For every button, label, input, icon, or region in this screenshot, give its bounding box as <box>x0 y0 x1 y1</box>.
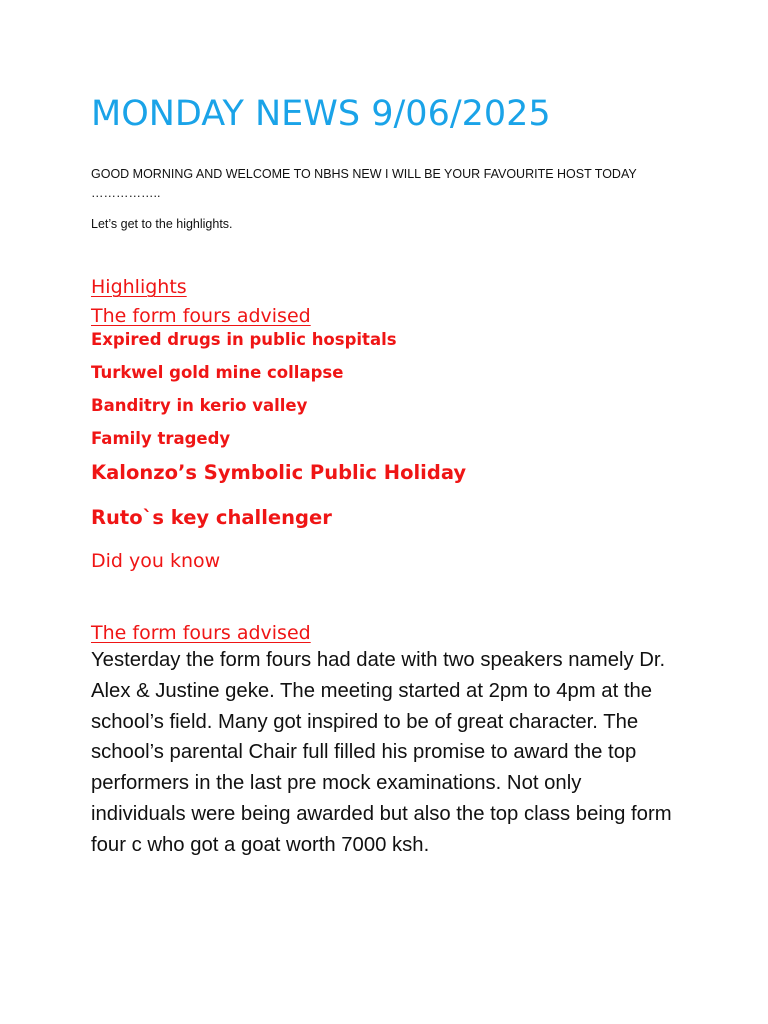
greeting-text: GOOD MORNING AND WELCOME TO NBHS NEW I WILL BE YOUR FAVOURITE HOST TODAY …………….. <box>91 167 637 200</box>
highlight-item-kalonzo: Kalonzo’s Symbolic Public Holiday <box>91 461 467 484</box>
article-body: Yesterday the form fours had date with two speakers namely Dr. Alex & Justine geke. The meeting started at 2pm to 4pm at the school’s field. Many got inspired to be of great character. The school’s parental Chair full filled his promise to award the top performers in the last pre mock examinations. Not only individuals were being awarded but also the top class being form four c who got a goat worth 7000 ksh. <box>91 649 672 856</box>
highlight-item-form-fours: The form fours advised <box>91 305 311 327</box>
highlight-item-expired-drugs: Expired drugs in public hospitals <box>91 330 397 349</box>
highlight-item-banditry: Banditry in kerio valley <box>91 396 308 415</box>
highlight-item-did-you-know: Did you know <box>91 550 221 572</box>
intro-text: Let’s get to the highlights. <box>91 217 233 231</box>
article-heading: The form fours advised <box>91 622 311 644</box>
highlight-item-ruto: Ruto`s key challenger <box>91 506 332 529</box>
highlights-heading: Highlights <box>91 276 187 298</box>
highlight-item-turkwel: Turkwel gold mine collapse <box>91 363 344 382</box>
highlight-item-family-tragedy: Family tragedy <box>91 429 231 448</box>
page-title: MONDAY NEWS 9/06/2025 <box>91 94 551 134</box>
